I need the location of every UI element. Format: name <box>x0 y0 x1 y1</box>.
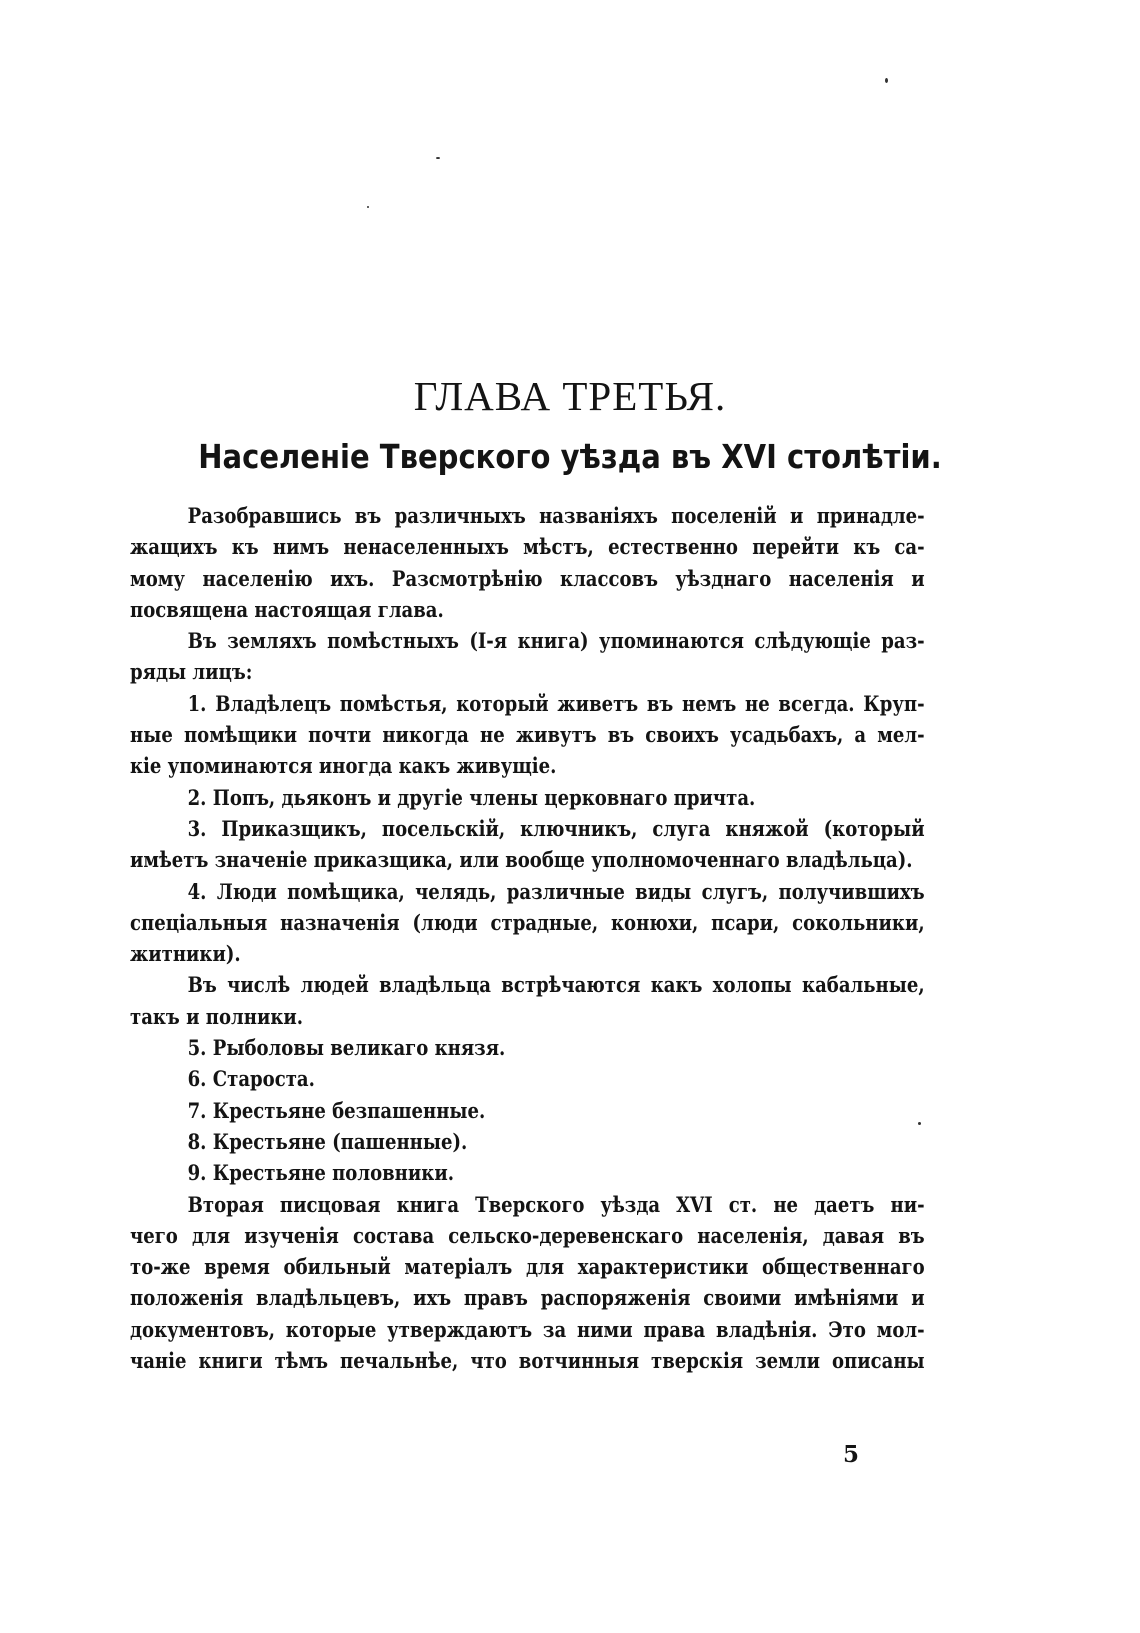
chapter-subtitle: Населеніе Тверского уѣзда въ XVI столѣтіи. <box>198 437 942 476</box>
text-line: чаніе книги тѣмъ печальнѣе, что вотчинныя тверскія земли описаны <box>130 1348 925 1374</box>
text-line: то-же время обильный матеріалъ для характеристики общественнаго <box>130 1254 925 1280</box>
text-line: житники). <box>130 941 241 967</box>
page-number: 5 <box>843 1441 860 1468</box>
text-line: имѣетъ значеніе приказщика, или вообще уполномоченнаго владѣльца). <box>130 847 913 873</box>
text-line: чего для изученія состава сельско-деревенскаго населенія, давая въ <box>130 1222 925 1248</box>
text-line: 6. Староста. <box>187 1066 315 1092</box>
text-line: 1. Владѣлецъ помѣстья, который живетъ въ немъ не всегда. Круп- <box>187 690 925 716</box>
text-line: спеціальныя назначенія (люди страдные, конюхи, псари, сокольники, <box>130 909 925 935</box>
text-line: кіе упоминаются иногда какъ живущіе. <box>130 753 557 779</box>
text-line: мому населенію ихъ. Разсмотрѣнію классовъ уѣзднаго населенія и <box>130 565 925 591</box>
print-speck <box>885 78 888 83</box>
print-speck <box>367 206 369 208</box>
text-line: ные помѣщики почти никогда не живутъ въ своихъ усадьбахъ, а мел- <box>130 722 925 748</box>
text-line: 7. Крестьяне безпашенные. <box>187 1097 486 1123</box>
text-line: 5. Рыболовы великаго князя. <box>187 1035 506 1061</box>
text-line: 8. Крестьяне (пашенные). <box>187 1128 468 1154</box>
text-line: 2. Попъ, дьяконъ и другіе члены церковнаго причта. <box>187 784 756 810</box>
text-line: 4. Люди помѣщика, челядь, различные виды слугъ, получившихъ <box>187 878 925 904</box>
text-line: 3. Приказщикъ, посельскій, ключникъ, слуга княжой (который <box>187 815 925 841</box>
text-line: документовъ, которые утверждаютъ за ними права владѣнія. Это мол- <box>130 1316 925 1342</box>
text-line: Вторая писцовая книга Тверского уѣзда XVI ст. не даетъ ни- <box>187 1191 925 1217</box>
chapter-title: ГЛАВА ТРЕТЬЯ. <box>413 373 727 419</box>
text-line: Въ числѣ людей владѣльца встрѣчаются какъ холопы кабальные, <box>187 972 925 998</box>
text-line: такъ и полники. <box>130 1003 304 1029</box>
text-line: Разобравшись въ различныхъ названіяхъ поселеній и принадле- <box>187 503 925 528</box>
text-line: посвящена настоящая глава. <box>130 596 444 622</box>
text-line: 9. Крестьяне половники. <box>187 1160 455 1186</box>
print-speck <box>436 157 440 159</box>
text-line: Въ земляхъ помѣстныхъ (І-я книга) упоминаются слѣдующіе раз- <box>187 628 925 654</box>
text-line: положенія владѣльцевъ, ихъ правъ распоряженія своими имѣніями и <box>130 1285 925 1311</box>
text-line: жащихъ къ нимъ ненаселенныхъ мѣстъ, естественно перейти къ са- <box>130 534 925 560</box>
text-line: ряды лицъ: <box>130 659 253 685</box>
text-body <box>130 500 925 1376</box>
